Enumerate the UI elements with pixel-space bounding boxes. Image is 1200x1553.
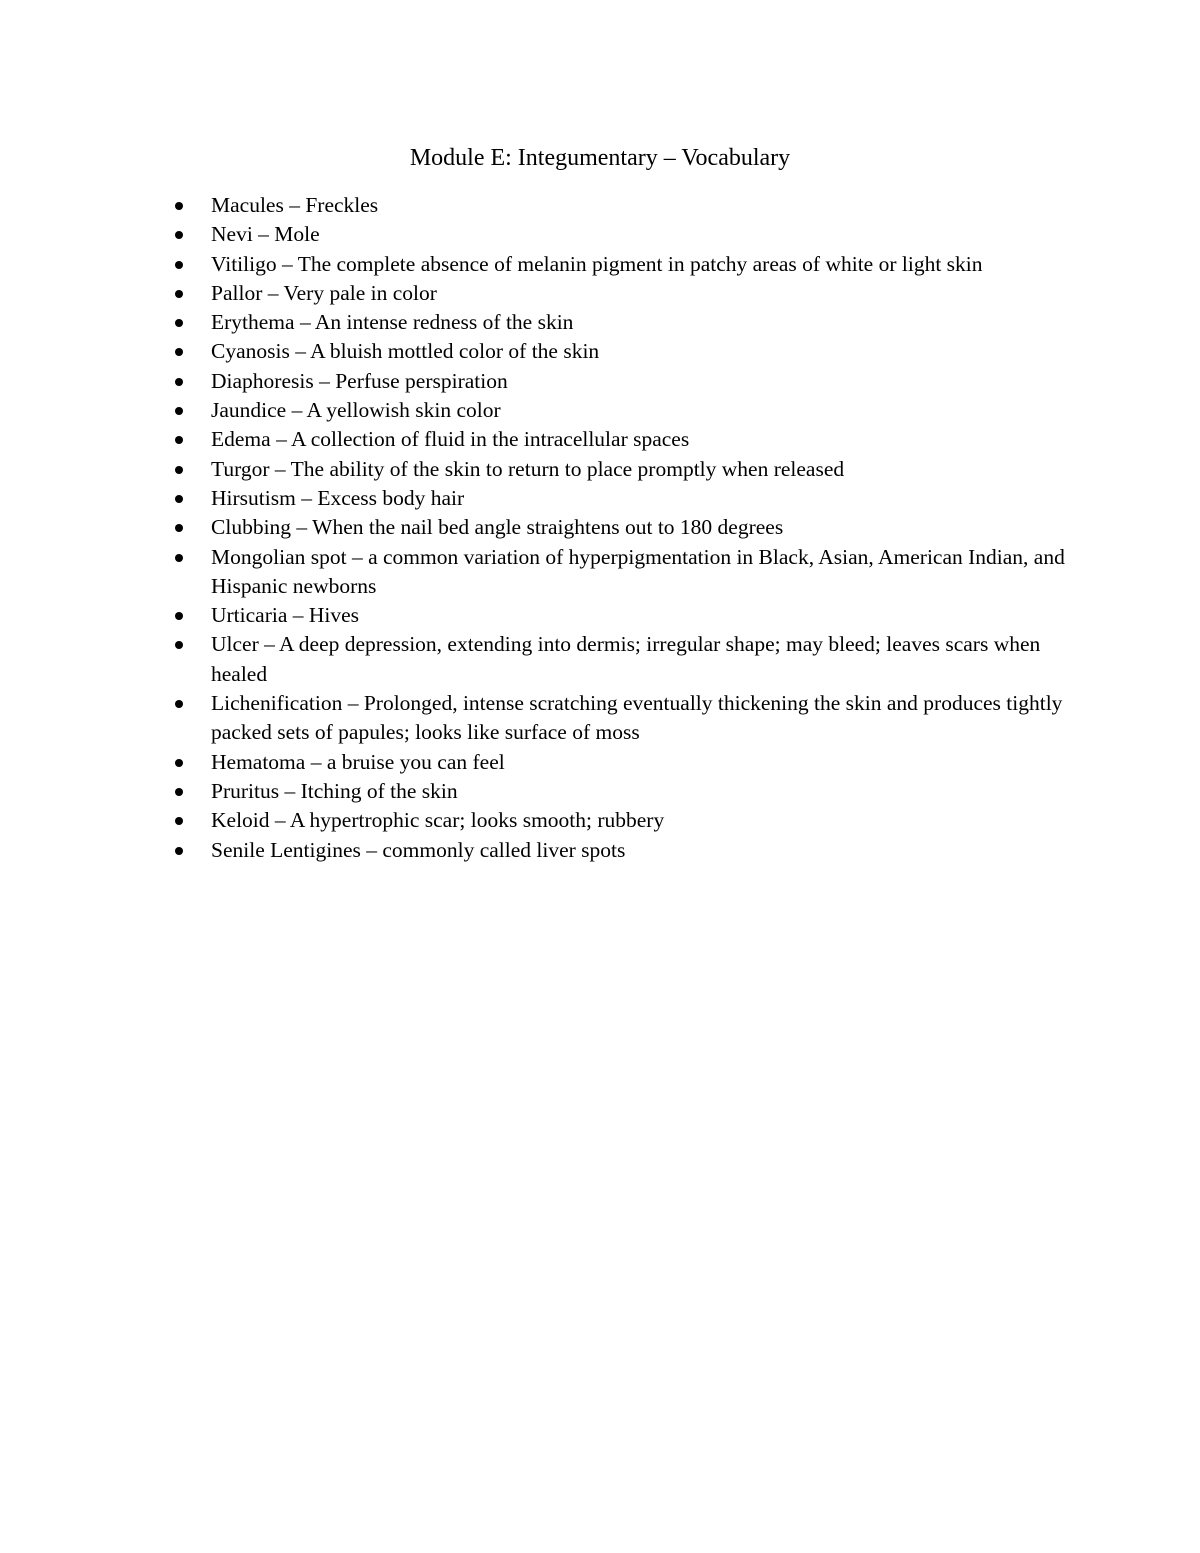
vocabulary-item xyxy=(211,748,1071,777)
vocabulary-item-text: Lichenification – Prolonged, intense scratching eventually thickening the skin and produces tightly packed sets of papules; looks like surface of moss xyxy=(211,691,1063,745)
vocabulary-list xyxy=(211,191,1071,865)
vocabulary-item xyxy=(211,689,1071,748)
vocabulary-item-text: Keloid – A hypertrophic scar; looks smooth; rubbery xyxy=(211,808,665,833)
vocabulary-item xyxy=(211,220,1071,249)
vocabulary-item xyxy=(211,777,1071,806)
bullet-icon xyxy=(175,378,183,386)
vocabulary-item-text: Diaphoresis – Perfuse perspiration xyxy=(211,368,508,393)
vocabulary-item-text: Erythema – An intense redness of the skin xyxy=(211,310,574,335)
bullet-icon xyxy=(175,290,183,298)
vocabulary-item xyxy=(211,308,1071,337)
vocabulary-item-text: Jaundice – A yellowish skin color xyxy=(211,398,501,423)
vocabulary-item xyxy=(211,484,1071,513)
vocabulary-item-text: Hematoma – a bruise you can feel xyxy=(211,749,505,774)
vocabulary-item xyxy=(211,191,1071,220)
vocabulary-item xyxy=(211,455,1071,484)
bullet-icon xyxy=(175,788,183,796)
vocabulary-item xyxy=(211,806,1071,835)
vocabulary-item-text: Turgor – The ability of the skin to return to place promptly when released xyxy=(211,456,845,481)
vocabulary-item xyxy=(211,630,1071,689)
vocabulary-item-text: Ulcer – A deep depression, extending into dermis; irregular shape; may bleed; leaves scars when healed xyxy=(211,632,1041,686)
page-title: Module E: Integumentary – Vocabulary xyxy=(409,145,791,171)
bullet-icon xyxy=(175,261,183,269)
vocabulary-item xyxy=(211,337,1071,366)
vocabulary-item-text: Vitiligo – The complete absence of melanin pigment in patchy areas of white or light skin xyxy=(211,251,983,276)
vocabulary-item-text: Urticaria – Hives xyxy=(211,603,360,628)
vocabulary-item xyxy=(211,279,1071,308)
bullet-icon xyxy=(175,847,183,855)
vocabulary-item xyxy=(211,250,1071,279)
vocabulary-item xyxy=(211,601,1071,630)
bullet-icon xyxy=(175,817,183,825)
vocabulary-item-text: Senile Lentigines – commonly called liver spots xyxy=(211,837,626,862)
vocabulary-item-text: Cyanosis – A bluish mottled color of the skin xyxy=(211,339,600,364)
bullet-icon xyxy=(175,554,183,562)
vocabulary-item xyxy=(211,425,1071,454)
vocabulary-item-text: Edema – A collection of fluid in the intracellular spaces xyxy=(211,427,690,452)
vocabulary-item-text: Hirsutism – Excess body hair xyxy=(211,485,465,510)
bullet-icon xyxy=(175,202,183,210)
vocabulary-item xyxy=(211,367,1071,396)
bullet-icon xyxy=(175,231,183,239)
vocabulary-item-text: Pallor – Very pale in color xyxy=(211,280,437,305)
vocabulary-item xyxy=(211,396,1071,425)
bullet-icon xyxy=(175,407,183,415)
vocabulary-item xyxy=(211,543,1071,602)
bullet-icon xyxy=(175,759,183,767)
vocabulary-item-text: Macules – Freckles xyxy=(211,193,379,217)
vocabulary-item-text: Clubbing – When the nail bed angle straightens out to 180 degrees xyxy=(211,515,784,540)
bullet-icon xyxy=(175,524,183,532)
vocabulary-item-text: Mongolian spot – a common variation of hyperpigmentation in Black, Asian, American Indian, and Hispanic newborns xyxy=(211,544,1065,598)
vocabulary-item-text: Nevi – Mole xyxy=(211,222,320,247)
bullet-icon xyxy=(175,495,183,503)
bullet-icon xyxy=(175,348,183,356)
bullet-icon xyxy=(175,466,183,474)
vocabulary-item-text: Pruritus – Itching of the skin xyxy=(211,778,458,803)
bullet-icon xyxy=(175,641,183,649)
bullet-icon xyxy=(175,319,183,327)
bullet-icon xyxy=(175,612,183,620)
vocabulary-item xyxy=(211,836,1071,865)
bullet-icon xyxy=(175,700,183,708)
bullet-icon xyxy=(175,436,183,444)
vocabulary-item xyxy=(211,513,1071,542)
